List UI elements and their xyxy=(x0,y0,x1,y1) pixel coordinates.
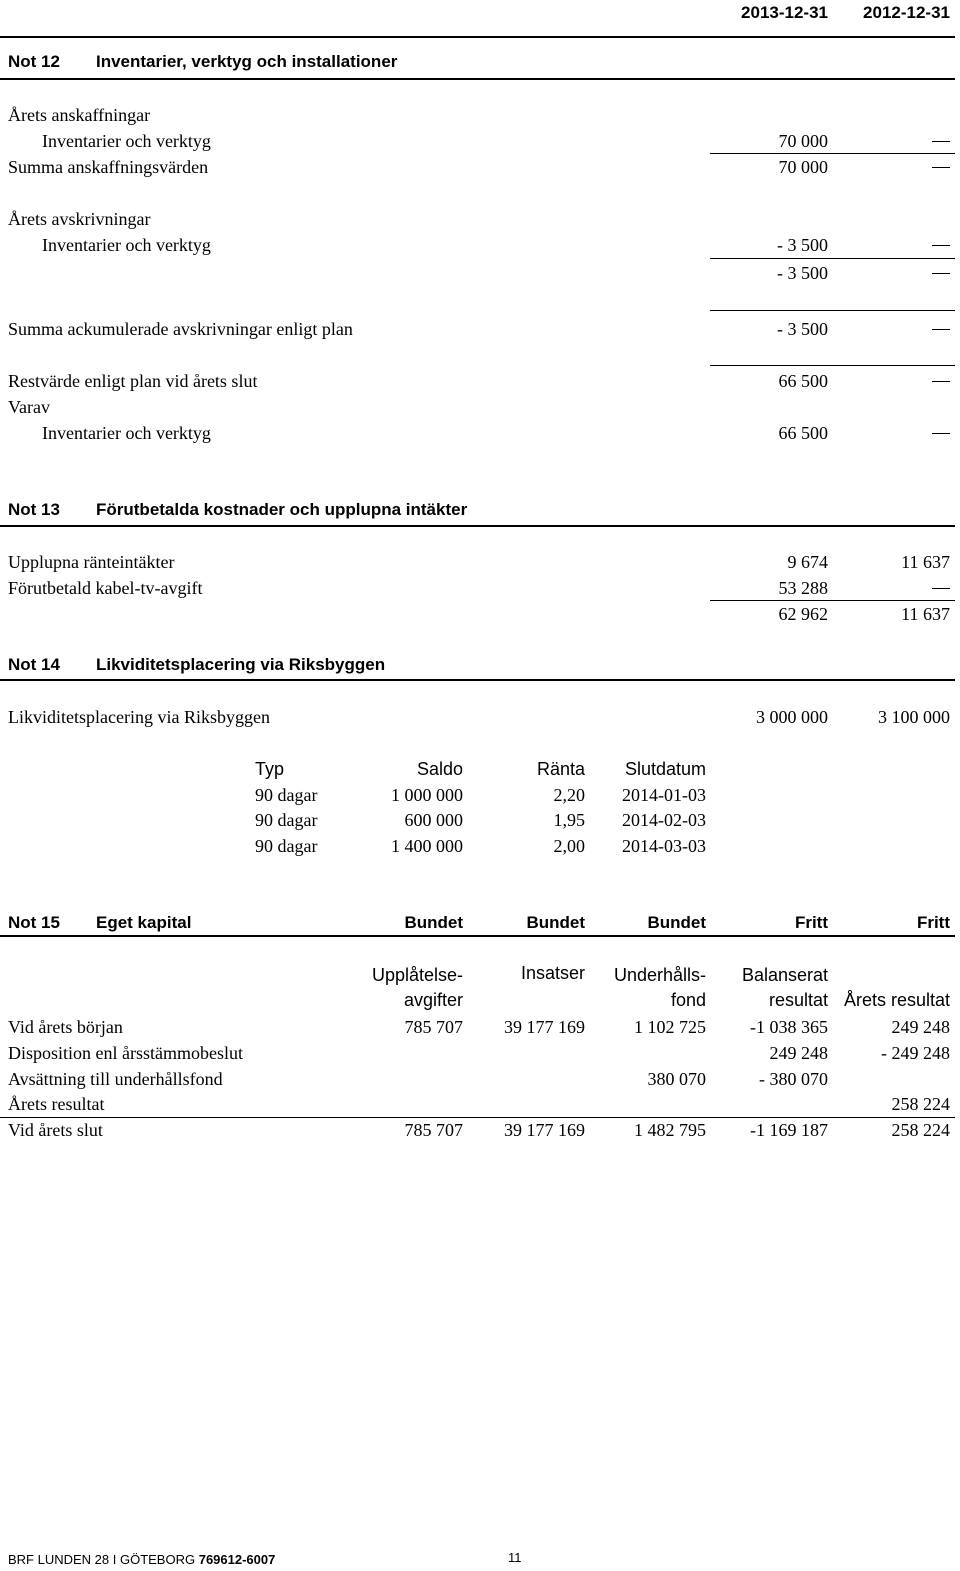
value-2013: 70 000 xyxy=(778,131,828,151)
row-label: Avsättning till underhållsfond xyxy=(8,1069,223,1089)
note-rule xyxy=(0,78,955,80)
equity-cell: 785 707 xyxy=(404,1017,463,1037)
equity-cell: - 249 248 xyxy=(881,1043,950,1063)
row-label: Vid årets slut xyxy=(8,1120,103,1140)
value-2012-dash xyxy=(932,273,950,274)
equity-cell: - 380 070 xyxy=(759,1069,828,1089)
value-2012-dash xyxy=(932,433,950,434)
column-header-insatser: Insatser xyxy=(520,963,585,983)
value-2012-dash xyxy=(932,329,950,330)
note-rule xyxy=(0,935,955,937)
table-cell: 2014-03-03 xyxy=(622,836,706,856)
row-label: Årets avskrivningar xyxy=(8,209,151,229)
row-label: Restvärde enligt plan vid årets slut xyxy=(8,371,258,391)
table-header-saldo: Saldo xyxy=(416,759,463,779)
value-2013: 62 962 xyxy=(778,604,828,624)
row-label: Årets resultat xyxy=(8,1094,105,1114)
value-2012-dash xyxy=(932,588,950,589)
table-cell: 1 400 000 xyxy=(391,836,463,856)
equity-type: Bundet xyxy=(647,913,706,932)
note-number: Not 12 xyxy=(8,52,60,71)
sum-rule xyxy=(0,1117,955,1118)
column-header-upplatelseavgifter-line2: avgifter xyxy=(403,990,463,1010)
table-cell: 2014-01-03 xyxy=(622,785,706,805)
sum-rule xyxy=(710,258,955,259)
header-date-2013: 2013-12-31 xyxy=(741,3,828,22)
equity-cell: 258 224 xyxy=(891,1094,950,1114)
column-header-underhallsfond-line2: fond xyxy=(670,990,706,1010)
table-cell: 600 000 xyxy=(404,810,463,830)
value-2013: 70 000 xyxy=(778,157,828,177)
note-number: Not 14 xyxy=(8,655,60,674)
value-2012: 11 637 xyxy=(901,552,950,572)
row-label: Inventarier och verktyg xyxy=(42,423,211,443)
header-date-2012: 2012-12-31 xyxy=(863,3,950,22)
equity-cell: -1 169 187 xyxy=(750,1120,828,1140)
table-cell: 90 dagar xyxy=(255,785,318,805)
value-2013: 66 500 xyxy=(778,371,828,391)
table-cell: 2,20 xyxy=(553,785,585,805)
equity-cell: 249 248 xyxy=(769,1043,828,1063)
column-header-arets-resultat: Årets resultat xyxy=(843,990,950,1010)
table-header-slutdatum: Slutdatum xyxy=(624,759,706,779)
value-2013: 9 674 xyxy=(787,552,828,572)
note-title: Eget kapital xyxy=(96,913,192,932)
row-label: Årets anskaffningar xyxy=(8,105,151,125)
equity-type: Bundet xyxy=(404,913,463,932)
equity-type: Bundet xyxy=(526,913,585,932)
value-2013: - 3 500 xyxy=(777,235,828,255)
equity-type: Fritt xyxy=(916,913,950,932)
table-cell: 2,00 xyxy=(553,836,585,856)
table-cell: 1 000 000 xyxy=(391,785,463,805)
equity-cell: 1 482 795 xyxy=(634,1120,706,1140)
note-rule xyxy=(0,525,955,527)
value-2013: 53 288 xyxy=(778,578,828,598)
equity-cell: 785 707 xyxy=(404,1120,463,1140)
equity-cell: 1 102 725 xyxy=(634,1017,706,1037)
column-header-balanserat-resultat-line2: resultat xyxy=(768,990,828,1010)
row-label: Inventarier och verktyg xyxy=(42,131,211,151)
table-cell: 2014-02-03 xyxy=(622,810,706,830)
table-cell: 1,95 xyxy=(553,810,585,830)
row-label: Disposition enl årsstämmobeslut xyxy=(8,1043,243,1063)
row-label: Varav xyxy=(8,397,50,417)
header-rule xyxy=(0,36,955,38)
sum-rule xyxy=(710,365,955,366)
equity-cell: 258 224 xyxy=(891,1120,950,1140)
value-2012: 11 637 xyxy=(901,604,950,624)
value-2013: 3 000 000 xyxy=(756,707,828,727)
table-cell: 90 dagar xyxy=(255,810,318,830)
sum-rule xyxy=(710,153,955,154)
value-2012-dash xyxy=(932,167,950,168)
footer-org xyxy=(8,1549,275,1571)
row-label: Summa ackumulerade avskrivningar enligt plan xyxy=(8,319,353,339)
row-label: Summa anskaffningsvärden xyxy=(8,157,209,177)
sum-rule xyxy=(710,600,955,601)
note-title: Inventarier, verktyg och installationer xyxy=(96,52,398,71)
row-label: Likviditetsplacering via Riksbyggen xyxy=(8,707,270,727)
equity-cell: 380 070 xyxy=(647,1069,706,1089)
note-number: Not 13 xyxy=(8,500,60,519)
table-header-ranta: Ränta xyxy=(536,759,585,779)
table-cell: 90 dagar xyxy=(255,836,318,856)
value-2012: 3 100 000 xyxy=(878,707,950,727)
table-header-typ: Typ xyxy=(255,759,285,779)
equity-cell: 39 177 169 xyxy=(504,1120,585,1140)
column-header-underhallsfond: Underhålls- xyxy=(613,965,706,985)
value-2013: - 3 500 xyxy=(777,263,828,283)
footer-org-name: BRF LUNDEN 28 I GÖTEBORG xyxy=(8,1552,196,1567)
value-2012-dash xyxy=(932,141,950,142)
equity-cell: 249 248 xyxy=(891,1017,950,1037)
equity-cell: -1 038 365 xyxy=(750,1017,828,1037)
value-2013: 66 500 xyxy=(778,423,828,443)
footer-org-number: 769612-6007 xyxy=(198,1552,276,1567)
column-header-upplatelseavgifter: Upplåtelse- xyxy=(371,965,463,985)
equity-type: Fritt xyxy=(794,913,828,932)
row-label: Upplupna ränteintäkter xyxy=(8,552,175,572)
value-2013: - 3 500 xyxy=(777,319,828,339)
row-label: Förutbetald kabel-tv-avgift xyxy=(8,578,203,598)
page-number: 11 xyxy=(508,1550,522,1565)
row-label: Inventarier och verktyg xyxy=(42,235,211,255)
row-label: Vid årets början xyxy=(8,1017,123,1037)
note-title: Likviditetsplacering via Riksbyggen xyxy=(96,655,386,674)
sum-rule xyxy=(710,310,955,311)
note-number: Not 15 xyxy=(8,913,60,932)
value-2012-dash xyxy=(932,245,950,246)
value-2012-dash xyxy=(932,381,950,382)
note-title: Förutbetalda kostnader och upplupna intäkter xyxy=(96,500,468,519)
note-rule xyxy=(0,679,955,681)
column-header-balanserat-resultat: Balanserat xyxy=(741,965,828,985)
equity-cell: 39 177 169 xyxy=(504,1017,585,1037)
